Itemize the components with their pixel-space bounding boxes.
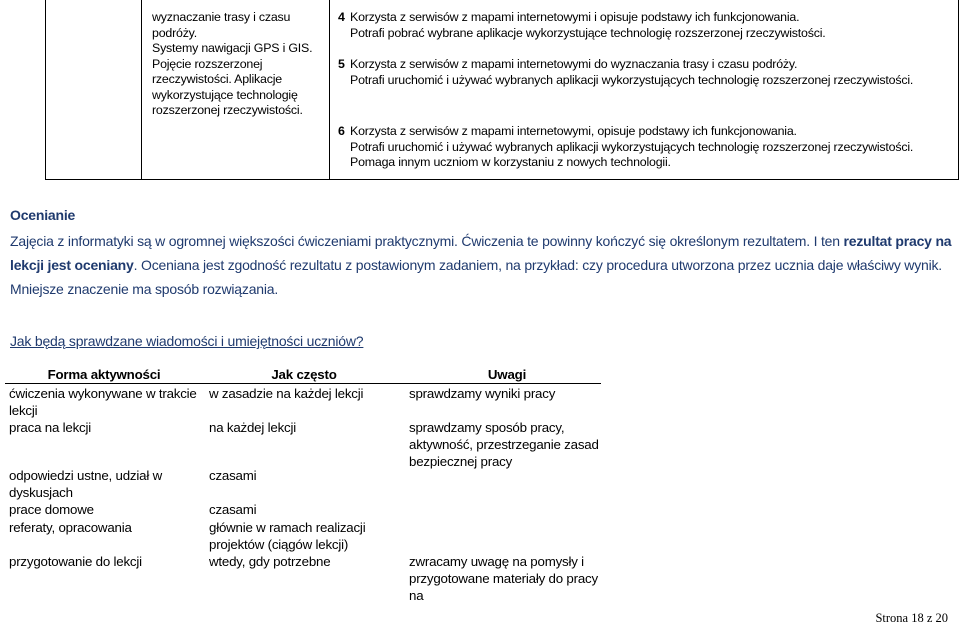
table-border-left bbox=[45, 0, 46, 180]
table-cell: głównie w ramach realizacji projektów (ciągów lekcji) bbox=[209, 520, 366, 552]
level-line: Korzysta z serwisów z mapami internetowymi i opisuje podstawy ich funkcjonowania. bbox=[350, 10, 800, 24]
curriculum-table-fragment bbox=[0, 0, 960, 180]
topic-line: wyznaczanie trasy i czasu podróży. bbox=[152, 10, 291, 40]
table-cell: prace domowe bbox=[9, 502, 94, 517]
table-cell: przygotowanie do lekcji bbox=[9, 554, 142, 569]
level-line: Potrafi pobrać wybrane aplikacje wykorzystujące technologię rozszerzonej rzeczywistości. bbox=[350, 25, 826, 40]
topic-line: Pojęcie rozszerzonej bbox=[152, 56, 263, 71]
table-cell: sprawdzamy wyniki pracy bbox=[409, 386, 556, 401]
section-question: Jak będą sprawdzane wiadomości i umiejętności uczniów? bbox=[10, 333, 364, 349]
table-cell: czasami bbox=[209, 468, 257, 483]
table-border bbox=[329, 0, 330, 180]
level-line: Potrafi uruchomić i używać wybranych aplikacji wykorzystujących technologię rozszerzonej rzeczywistości. bbox=[350, 72, 914, 87]
table-cell: w zasadzie na każdej lekcji bbox=[209, 386, 364, 401]
table-border bbox=[141, 0, 142, 180]
level-number: 5 bbox=[338, 57, 345, 71]
level-line: Korzysta z serwisów z mapami internetowymi, opisuje podstawy ich funkcjonowania. bbox=[350, 124, 797, 138]
level-line: Potrafi uruchomić i używać wybranych aplikacji wykorzystujących technologię rozszerzonej rzeczywistości. bbox=[350, 139, 914, 154]
paragraph-emphasis: rezultat pracy na lekcji jest oceniany bbox=[10, 233, 952, 273]
table-cell: zwracamy uwagę na pomysły i przygotowane materiały do pracy na bbox=[409, 554, 598, 603]
topic-cell bbox=[152, 10, 322, 119]
level-number: 4 bbox=[338, 10, 345, 24]
column-header: Forma aktywności bbox=[47, 367, 161, 382]
paragraph-text: . Oceniana jest zgodność rezultatu z postawionym zadaniem, na przykład: czy procedura utworzona przez ucznia daje właściwy wynik. Mniejsze znaczenie ma sposób rozwiązania. bbox=[10, 257, 943, 297]
paragraph-text: Zajęcia z informatyki są w ogromnej większości ćwiczeniami praktycznymi. Ćwiczenia te powinny kończyć się określonym rezultatem. I ten bbox=[10, 233, 844, 249]
level-number: 6 bbox=[338, 124, 345, 138]
table-cell: czasami bbox=[209, 502, 257, 517]
table-border-right bbox=[958, 0, 959, 180]
column-header: Uwagi bbox=[487, 367, 527, 382]
topic-line: Systemy nawigacji GPS i GIS. bbox=[152, 41, 313, 55]
table-border-bottom bbox=[45, 179, 959, 180]
topic-line: rzeczywistości. Aplikacje bbox=[152, 72, 282, 86]
assessment-paragraph bbox=[10, 229, 955, 301]
page-number: Strona 18 z 20 bbox=[875, 611, 948, 625]
table-cell: wtedy, gdy potrzebne bbox=[209, 554, 331, 569]
table-cell: sprawdzamy sposób pracy, aktywność, przestrzeganie zasad bezpiecznej pracy bbox=[409, 420, 599, 469]
column-header: Jak często bbox=[271, 367, 337, 382]
level-line: Pomaga innym uczniom w korzystaniu z nowych technologii. bbox=[350, 155, 671, 169]
table-cell: odpowiedzi ustne, udział w dyskusjach bbox=[9, 468, 162, 500]
topic-line: wykorzystujące technologię bbox=[152, 87, 298, 102]
header-rule bbox=[5, 383, 601, 384]
section-title: Ocenianie bbox=[10, 207, 76, 223]
table-cell: praca na lekcji bbox=[9, 420, 91, 435]
table-cell: na każdej lekcji bbox=[209, 420, 296, 435]
table-cell: referaty, opracowania bbox=[9, 520, 132, 535]
topic-line: rozszerzonej rzeczywistości. bbox=[152, 103, 303, 117]
level-line: Korzysta z serwisów z mapami internetowymi do wyznaczania trasy i czasu podróży. bbox=[350, 57, 798, 71]
table-cell: ćwiczenia wykonywane w trakcie lekcji bbox=[9, 386, 197, 418]
